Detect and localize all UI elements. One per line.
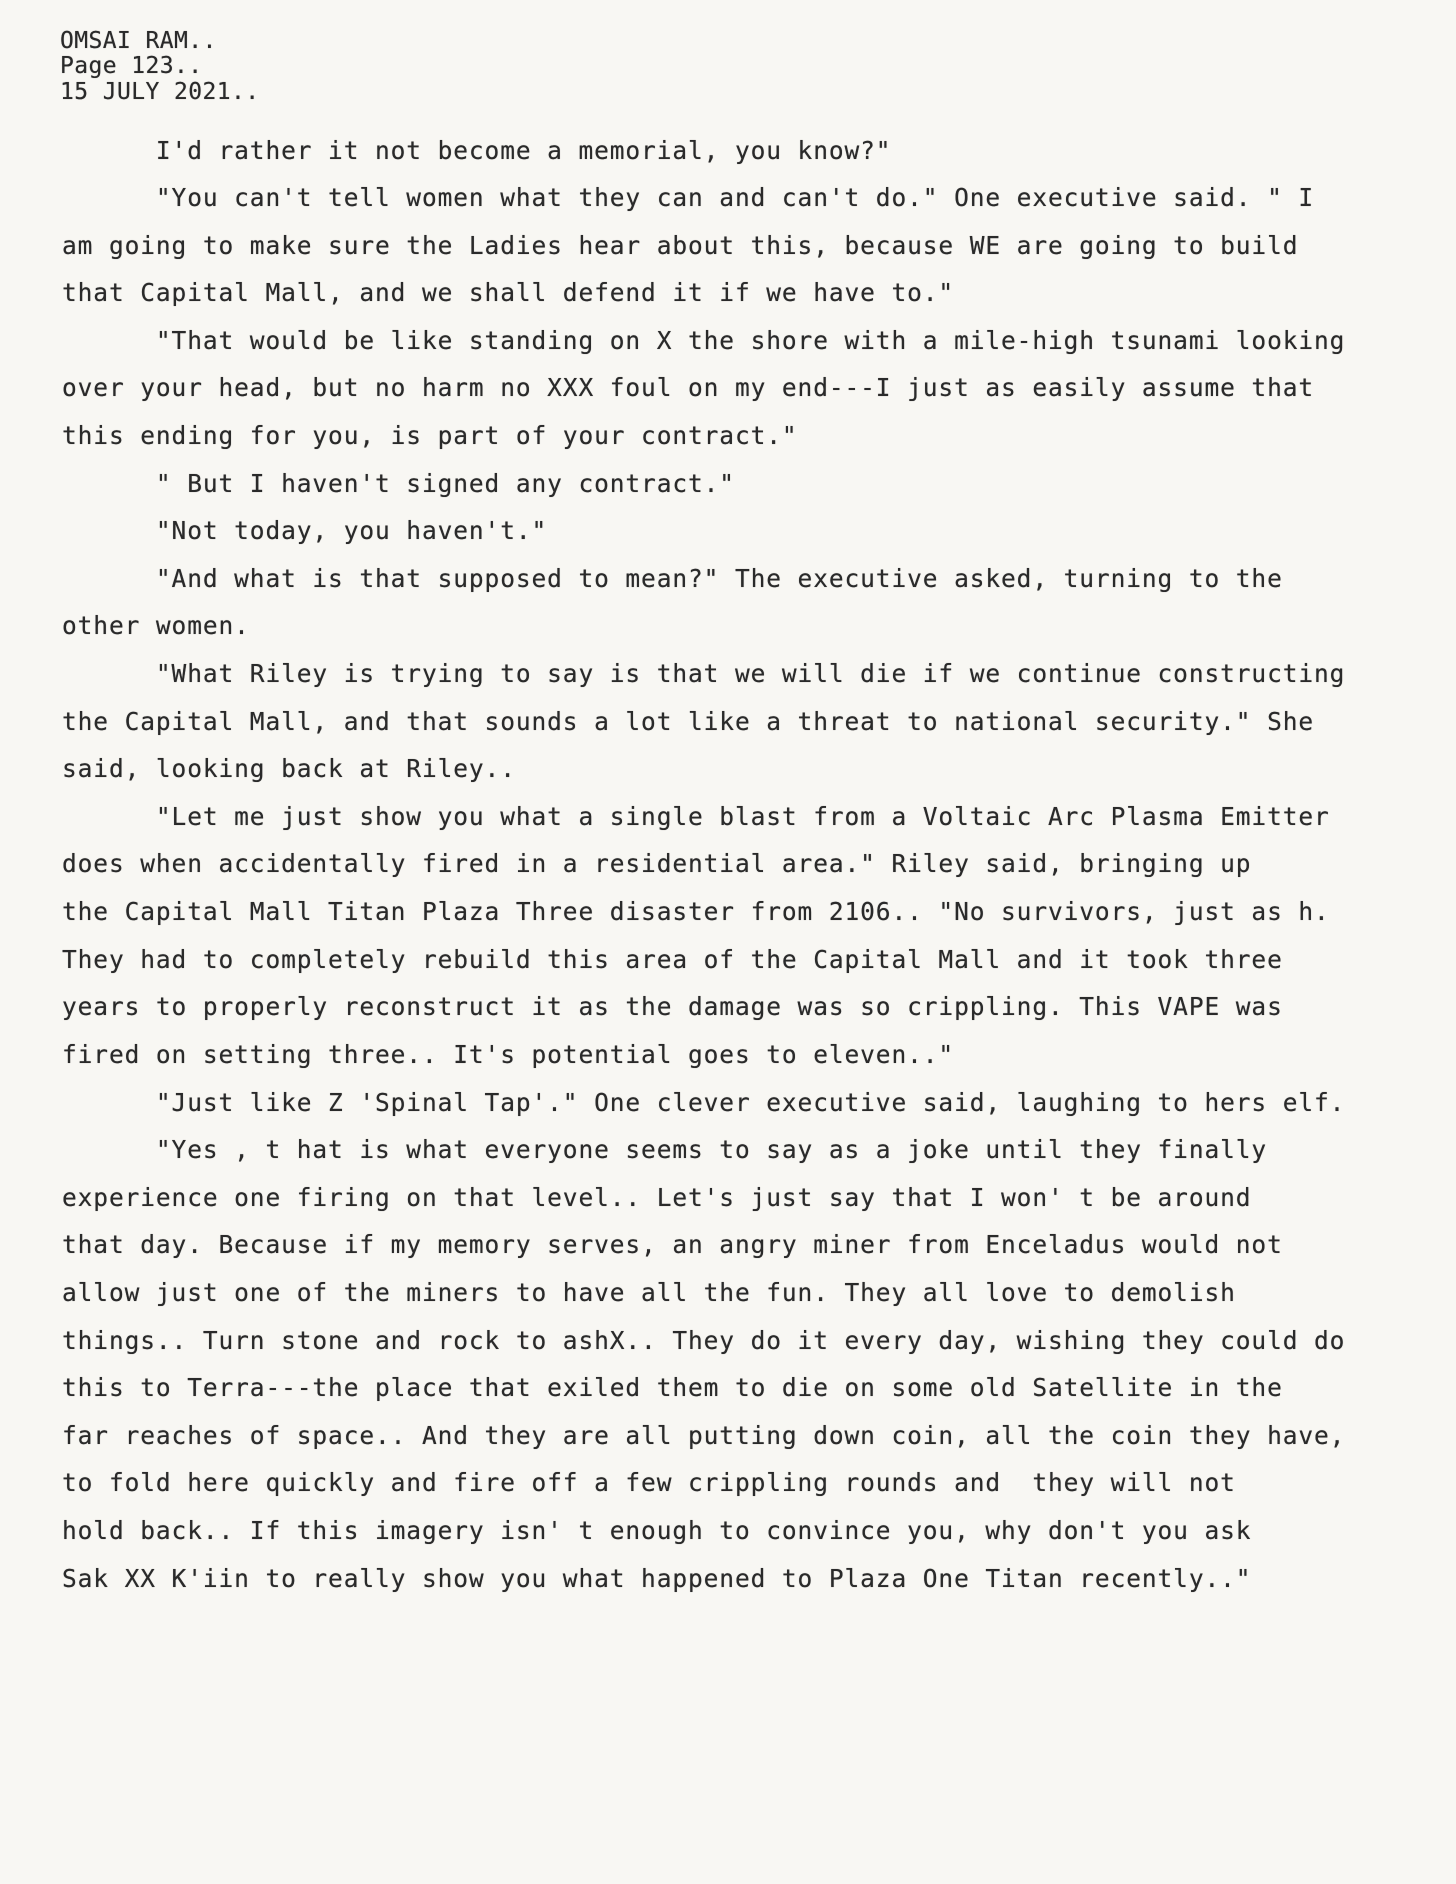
- body-line: "Not today, you haven't.": [62, 516, 548, 545]
- body-line: "Just like Z 'Spinal Tap'." One clever executive said, laughing to hers elf.: [62, 1088, 1346, 1117]
- body-line: things.. Turn stone and rock to ashX.. They do it every day, wishing they could do: [62, 1326, 1346, 1355]
- body-line: am going to make sure the Ladies hear about this, because WE are going to build: [62, 231, 1299, 260]
- body-line: "That would be like standing on X the shore with a mile-high tsunami looking: [62, 326, 1346, 355]
- body-line: fired on setting three.. It's potential goes to eleven..": [62, 1040, 955, 1069]
- body-line: hold back.. If this imagery isn' t enough to convince you, why don't you ask: [62, 1516, 1252, 1545]
- body-line: They had to completely rebuild this area of the Capital Mall and it took three: [62, 945, 1283, 974]
- header-page-number: Page 123..: [60, 53, 203, 79]
- body-line: that day. Because if my memory serves, an angry miner from Enceladus would not: [62, 1230, 1283, 1259]
- body-line: this ending for you, is part of your contract.": [62, 421, 798, 450]
- body-line: " But I haven't signed any contract.": [62, 469, 735, 498]
- body-line: "You can't tell women what they can and can't do." One executive said. " I: [62, 183, 1315, 212]
- body-line: this to Terra---the place that exiled them to die on some old Satellite in the: [62, 1373, 1283, 1402]
- body-line: far reaches of space.. And they are all putting down coin, all the coin they have,: [62, 1421, 1346, 1450]
- body-line: "Yes , t hat is what everyone seems to say as a joke until they finally: [62, 1135, 1268, 1164]
- body-line: "Let me just show you what a single blast from a Voltaic Arc Plasma Emitter: [62, 802, 1330, 831]
- body-line: "What Riley is trying to say is that we will die if we continue constructing: [62, 659, 1346, 688]
- body-line: the Capital Mall Titan Plaza Three disaster from 2106.. "No survivors, just as h.: [62, 897, 1330, 926]
- body-line: Sak XX K'iin to really show you what happened to Plaza One Titan recently..": [62, 1564, 1252, 1593]
- header-date: 15 JULY 2021..: [60, 79, 260, 105]
- body-line: other women.: [62, 611, 250, 640]
- body-line: does when accidentally fired in a residential area." Riley said, bringing up: [62, 849, 1252, 878]
- body-line: over your head, but no harm no XXX foul on my end---I just as easily assume that: [62, 373, 1315, 402]
- body-line: "And what is that supposed to mean?" The executive asked, turning to the: [62, 564, 1283, 593]
- body-line: experience one firing on that level.. Let's just say that I won' t be around: [62, 1183, 1252, 1212]
- body-line: that Capital Mall, and we shall defend it if we have to.": [62, 278, 955, 307]
- body-line: allow just one of the miners to have all the fun. They all love to demolish: [62, 1278, 1236, 1307]
- body-line: years to properly reconstruct it as the damage was so crippling. This VAPE was: [62, 992, 1283, 1021]
- body-line: I'd rather it not become a memorial, you know?": [62, 136, 892, 165]
- header-omsai-ram: OMSAI RAM..: [60, 28, 217, 54]
- body-line: said, looking back at Riley..: [62, 754, 516, 783]
- body-line: to fold here quickly and fire off a few crippling rounds and they will not: [62, 1468, 1236, 1497]
- body-line: the Capital Mall, and that sounds a lot like a threat to national security." She: [62, 707, 1315, 736]
